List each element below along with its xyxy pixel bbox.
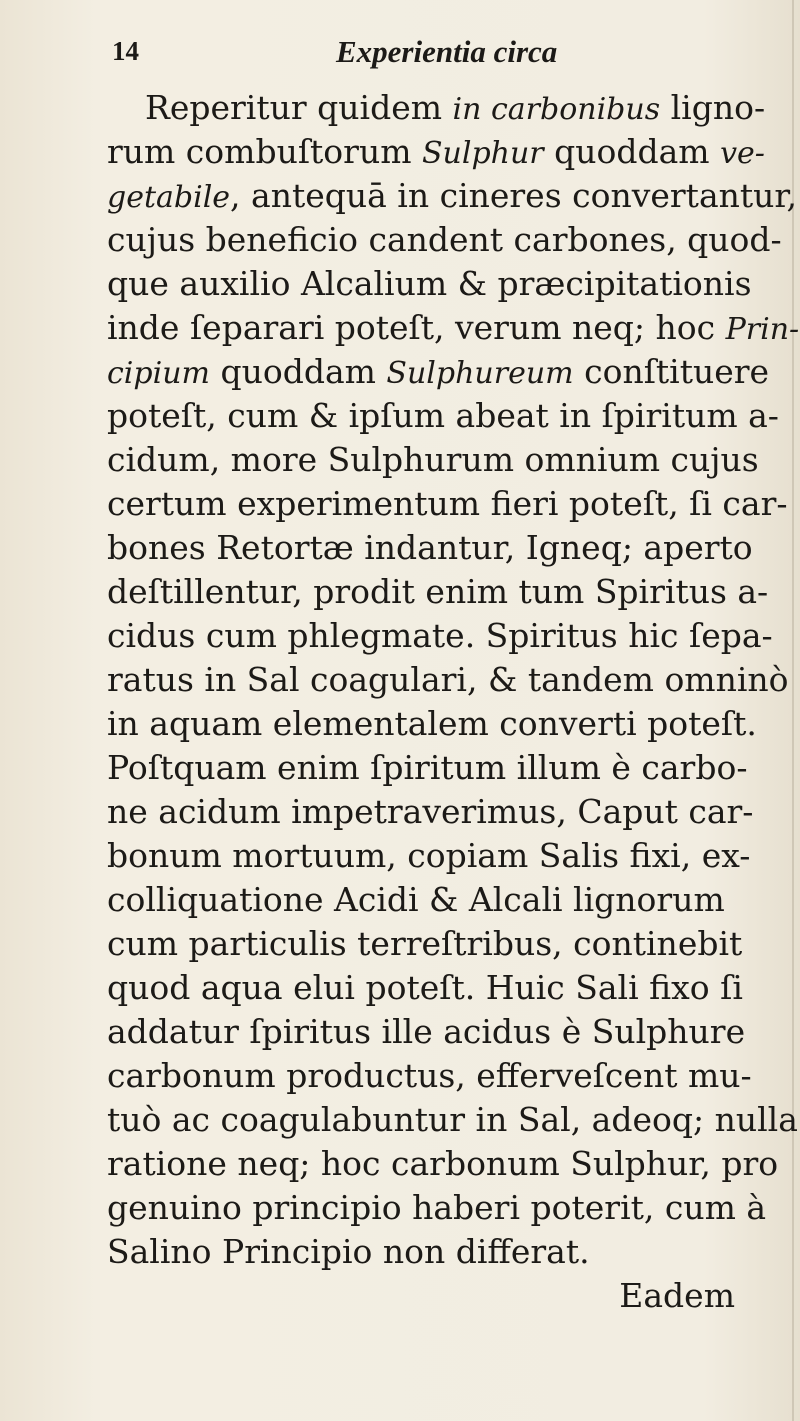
text-run: que auxilio Alcalium & præcipitationis bbox=[107, 264, 752, 303]
text-line bbox=[107, 482, 787, 526]
italic-term: getabile bbox=[107, 180, 231, 215]
text-line bbox=[107, 570, 787, 614]
text-line bbox=[107, 878, 787, 922]
text-line bbox=[107, 1142, 787, 1186]
text-run: in aquam elementalem converti poteſt. bbox=[107, 704, 757, 743]
text-line bbox=[107, 834, 787, 878]
text-line bbox=[107, 350, 787, 394]
text-run: cidum, more Sulphurum omnium cujus bbox=[107, 440, 759, 479]
text-line bbox=[107, 1010, 787, 1054]
text-line bbox=[107, 394, 787, 438]
text-run: ne acidum impetraverimus, Caput car- bbox=[107, 792, 754, 831]
text-run: quoddam bbox=[543, 132, 721, 171]
page-number: 14 bbox=[112, 36, 139, 66]
italic-term: cipium bbox=[107, 356, 210, 391]
text-run: ratione neq; hoc carbonum Sulphur, pro bbox=[107, 1144, 779, 1183]
text-line bbox=[107, 438, 787, 482]
text-run: inde ſeparari poteſt, verum neq; hoc bbox=[107, 308, 726, 347]
italic-term: Sulphureum bbox=[386, 356, 574, 391]
text-line bbox=[107, 1054, 787, 1098]
text-run: bones Retortæ indantur, Igneq; aperto bbox=[107, 528, 753, 567]
text-run: carbonum productus, efferveſcent mu- bbox=[107, 1056, 752, 1095]
text-line bbox=[107, 306, 800, 350]
text-run: , antequā in cineres convertantur, bbox=[230, 176, 798, 215]
text-run: ligno- bbox=[660, 88, 766, 127]
italic-term: Prin- bbox=[725, 312, 800, 347]
text-run: addatur ſpiritus ille acidus è Sulphure bbox=[107, 1012, 746, 1051]
text-run: quod aqua elui poteſt. Huic Sali fixo ſi bbox=[107, 968, 743, 1007]
text-line bbox=[107, 702, 787, 746]
catchword bbox=[107, 1274, 787, 1318]
text-run: certum experimentum fieri poteſt, ſi car- bbox=[107, 484, 788, 523]
text-run: bonum mortuum, copiam Salis fixi, ex- bbox=[107, 836, 751, 875]
text-run: conſtituere bbox=[573, 352, 770, 391]
text-run: genuino principio haberi poterit, cum à bbox=[107, 1188, 767, 1227]
text-run: Poſtquam enim ſpiritum illum è carbo- bbox=[107, 748, 748, 787]
text-run: cujus beneficio candent carbones, quod- bbox=[107, 220, 782, 259]
text-run: poteſt, cum & ipſum abeat in ſpiritum a- bbox=[107, 396, 779, 435]
text-line bbox=[107, 1098, 798, 1142]
text-line bbox=[107, 1186, 787, 1230]
page-header bbox=[0, 24, 800, 74]
text-run: tuò ac coagulabuntur in Sal, adeoq; nulla bbox=[107, 1100, 798, 1139]
text-line bbox=[107, 966, 787, 1010]
text-line bbox=[107, 658, 787, 702]
text-line bbox=[107, 790, 787, 834]
text-line bbox=[107, 218, 787, 262]
text-line bbox=[107, 174, 798, 218]
text-run: cum particulis terreſtribus, continebit bbox=[107, 924, 743, 963]
text-line bbox=[107, 922, 787, 966]
body-text bbox=[107, 86, 800, 1318]
text-run: deſtillentur, prodit enim tum Spiritus a- bbox=[107, 572, 769, 611]
text-line bbox=[107, 130, 787, 174]
italic-term: ve- bbox=[720, 136, 765, 171]
text-run: Salino Principio non differat. bbox=[107, 1232, 590, 1271]
text-line bbox=[107, 746, 787, 790]
text-run: ratus in Sal coagulari, & tandem omninò bbox=[107, 660, 789, 699]
text-run: cidus cum phlegmate. Spiritus hic ſepa- bbox=[107, 616, 773, 655]
text-run: rum combuſtorum bbox=[107, 132, 422, 171]
text-line bbox=[107, 614, 787, 658]
text-line bbox=[107, 526, 787, 570]
text-run: Reperitur quidem bbox=[145, 88, 453, 127]
text-run: Eadem bbox=[619, 1276, 735, 1315]
text-line bbox=[107, 262, 787, 306]
running-head: Experientia circa bbox=[336, 34, 558, 69]
text-line bbox=[107, 86, 787, 130]
text-line bbox=[107, 1230, 787, 1274]
text-run: quoddam bbox=[209, 352, 387, 391]
italic-term: in carbonibus bbox=[452, 92, 661, 127]
italic-term: Sulphur bbox=[421, 136, 544, 171]
text-run: colliquatione Acidi & Alcali lignorum bbox=[107, 880, 725, 919]
